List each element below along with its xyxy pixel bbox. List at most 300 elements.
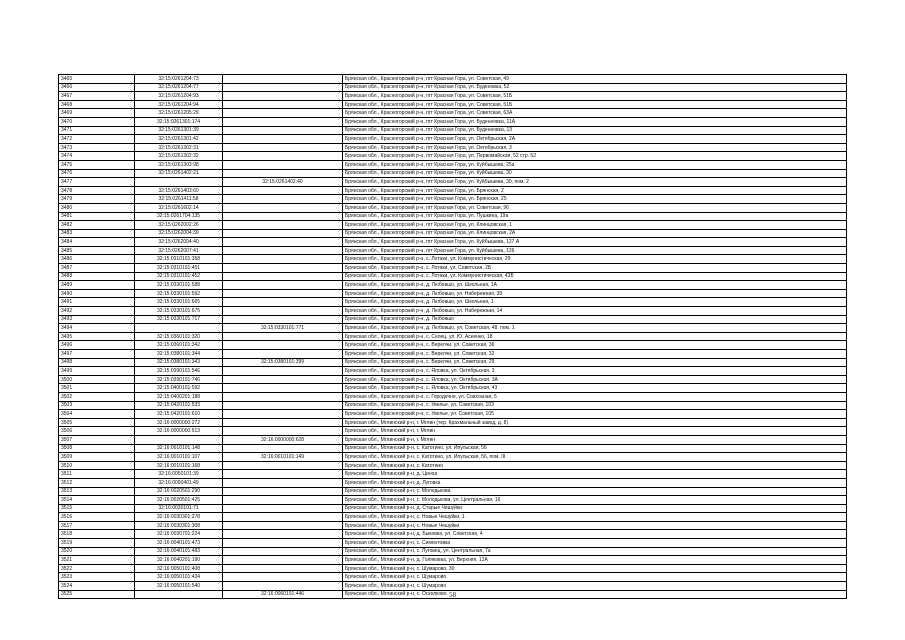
table-row (59, 401, 847, 410)
object-cadastral-number-cell (223, 281, 343, 290)
row-number-cell: 3508 (59, 444, 135, 453)
row-number-cell: 3507 (59, 435, 135, 444)
object-cadastral-number-cell (223, 470, 343, 479)
row-number-cell: 3480 (59, 203, 135, 212)
land-cadastral-number-cell: 32:15:0390101:746 (135, 375, 223, 384)
table-row (59, 83, 847, 92)
table-row (59, 556, 847, 565)
row-number-cell: 3486 (59, 255, 135, 264)
land-cadastral-number-cell: 32:16:0050101:408 (135, 564, 223, 573)
object-cadastral-number-cell (223, 392, 343, 401)
address-cell: Брянская обл., Мглинский р-н, с. Новые Чешуйки, 1 (343, 513, 847, 522)
row-number-cell: 3472 (59, 135, 135, 144)
table-row (59, 203, 847, 212)
row-number-cell: 3487 (59, 264, 135, 273)
land-cadastral-number-cell: 32:16:0050101:434 (135, 573, 223, 582)
row-number-cell: 3474 (59, 152, 135, 161)
land-cadastral-number-cell: 32:15:0330101:717 (135, 315, 223, 324)
object-cadastral-number-cell (223, 444, 343, 453)
land-cadastral-number-cell: 32:15:0360101:320 (135, 332, 223, 341)
address-cell: Брянская обл., Мглинский р-н, с. Катотино, ул. Ипульская, 56 (343, 444, 847, 453)
address-cell: Брянская обл., Красногорский р-н, с. Верелчи, ул. Советская, 32 (343, 350, 847, 359)
address-cell: Брянская обл., Мглинский р-н, д. Быковка, ул. Советская, 4 (343, 530, 847, 539)
row-number-cell: 3505 (59, 418, 135, 427)
land-cadastral-number-cell (135, 435, 223, 444)
address-cell: Брянская обл., Красногорский р-н, с. Лотаки, ул. Коммунистическая, 43Б (343, 272, 847, 281)
row-number-cell: 3522 (59, 564, 135, 573)
table-row (59, 341, 847, 350)
address-cell: Брянская обл., Красногорский р-н, с. Городечня, ул. Совхозная, 5 (343, 392, 847, 401)
address-cell: Брянская обл., Мглинский р-н, с. Шумарово, 30 (343, 564, 847, 573)
object-cadastral-number-cell (223, 487, 343, 496)
address-cell: Брянская обл., Мглинский р-н, с. Симонтовка (343, 539, 847, 548)
object-cadastral-number-cell (223, 573, 343, 582)
row-number-cell: 3484 (59, 238, 135, 247)
land-cadastral-number-cell: 32:15:0261204:77 (135, 83, 223, 92)
address-cell: Брянская обл., Красногорский р-н, пгт Красная Гора, ул. Советская, 96 (343, 203, 847, 212)
land-cadastral-number-cell: 32:15:0261302:31 (135, 143, 223, 152)
row-number-cell: 3478 (59, 186, 135, 195)
row-number-cell: 3477 (59, 178, 135, 187)
object-cadastral-number-cell (223, 418, 343, 427)
object-cadastral-number-cell (223, 126, 343, 135)
object-cadastral-number-cell (223, 272, 343, 281)
table-row (59, 135, 847, 144)
table-row (59, 410, 847, 419)
object-cadastral-number-cell (223, 238, 343, 247)
table-row (59, 315, 847, 324)
object-cadastral-number-cell (223, 375, 343, 384)
table-row (59, 530, 847, 539)
land-cadastral-number-cell: 32:16:0030301:308 (135, 521, 223, 530)
table-row (59, 375, 847, 384)
row-number-cell: 3524 (59, 582, 135, 591)
row-number-cell: 3503 (59, 401, 135, 410)
land-cadastral-number-cell: 32:15:0330101:588 (135, 281, 223, 290)
row-number-cell: 3494 (59, 324, 135, 333)
land-cadastral-number-cell: 32:15:0262004:40 (135, 238, 223, 247)
land-cadastral-number-cell: 32:15:0262004:39 (135, 229, 223, 238)
object-cadastral-number-cell (223, 307, 343, 316)
table-row (59, 109, 847, 118)
table-row (59, 358, 847, 367)
object-cadastral-number-cell (223, 539, 343, 548)
row-number-cell: 3506 (59, 427, 135, 436)
table-row (59, 547, 847, 556)
row-number-cell: 3516 (59, 513, 135, 522)
table-row (59, 117, 847, 126)
table-row (59, 392, 847, 401)
row-number-cell: 3513 (59, 487, 135, 496)
table-row (59, 307, 847, 316)
row-number-cell: 3514 (59, 496, 135, 505)
address-cell: Брянская обл., Мглинский р-н, д. Старые Чешуйки (343, 504, 847, 513)
table-row (59, 461, 847, 470)
object-cadastral-number-cell (223, 530, 343, 539)
land-cadastral-number-cell: 32:15:0261411:58 (135, 195, 223, 204)
object-cadastral-number-cell (223, 298, 343, 307)
land-cadastral-number-cell: 32:16:0020501:290 (135, 487, 223, 496)
object-cadastral-number-cell (223, 367, 343, 376)
land-cadastral-number-cell: 32:15:0262002:26 (135, 221, 223, 230)
object-cadastral-number-cell: 32:16:0000000:628 (223, 435, 343, 444)
land-cadastral-number-cell: 32:15:0261602:14 (135, 203, 223, 212)
land-cadastral-number-cell: 32:16:0090401:49 (135, 478, 223, 487)
table-row (59, 487, 847, 496)
table-row (59, 435, 847, 444)
land-cadastral-number-cell: 32:16:0050101:39 (135, 470, 223, 479)
land-cadastral-number-cell: 32:16:0050101:540 (135, 582, 223, 591)
land-cadastral-number-cell: 32:16:0030301:278 (135, 513, 223, 522)
address-cell: Брянская обл., Красногорский р-н, пгт Красная Гора, ул. Советская, 51Б (343, 100, 847, 109)
row-number-cell: 3509 (59, 453, 135, 462)
object-cadastral-number-cell (223, 169, 343, 178)
table-row (59, 324, 847, 333)
table-row (59, 453, 847, 462)
land-cadastral-number-cell: 32:15:0261301:174 (135, 117, 223, 126)
land-cadastral-number-cell: 32:16:0030101:71 (135, 504, 223, 513)
table-row (59, 298, 847, 307)
land-cadastral-number-cell: 32:15:0420101:533 (135, 401, 223, 410)
address-cell: Брянская обл., Мглинский р-н, д. Голяковка, ул. Верхняя, 12А (343, 556, 847, 565)
row-number-cell: 3492 (59, 307, 135, 316)
row-number-cell: 3518 (59, 530, 135, 539)
land-cadastral-number-cell: 32:15:0310101:452 (135, 272, 223, 281)
registry-table (58, 74, 847, 599)
object-cadastral-number-cell (223, 264, 343, 273)
row-number-cell: 3515 (59, 504, 135, 513)
address-cell: Брянская обл., Мглинский р-н, с. Шумарово (343, 573, 847, 582)
object-cadastral-number-cell (223, 478, 343, 487)
row-number-cell: 3479 (59, 195, 135, 204)
table-row (59, 427, 847, 436)
object-cadastral-number-cell (223, 255, 343, 264)
row-number-cell: 3511 (59, 470, 135, 479)
table-row (59, 221, 847, 230)
address-cell: Брянская обл., Красногорский р-н, д. Любовшо, ул. Набережная, 39 (343, 289, 847, 298)
address-cell: Брянская обл., Красногорский р-н, пгт Красная Гора, ул. Пушкина, 19а (343, 212, 847, 221)
address-cell: Брянская обл., Красногорский р-н, пгт Красная Гора, ул. Куйбышева, 30, пом. 2 (343, 178, 847, 187)
object-cadastral-number-cell (223, 496, 343, 505)
object-cadastral-number-cell (223, 341, 343, 350)
object-cadastral-number-cell (223, 564, 343, 573)
object-cadastral-number-cell: 32:15:0330101:771 (223, 324, 343, 333)
table-row (59, 238, 847, 247)
object-cadastral-number-cell (223, 160, 343, 169)
object-cadastral-number-cell (223, 547, 343, 556)
table-row (59, 504, 847, 513)
address-cell: Брянская обл., Красногорский р-н, пгт Красная Гора, ул. Брянская, 25 (343, 195, 847, 204)
row-number-cell: 3490 (59, 289, 135, 298)
land-cadastral-number-cell: 32:15:0380101:344 (135, 350, 223, 359)
object-cadastral-number-cell (223, 221, 343, 230)
table-row (59, 470, 847, 479)
object-cadastral-number-cell (223, 401, 343, 410)
land-cadastral-number-cell: 32:15:0420101:610 (135, 410, 223, 419)
address-cell: Брянская обл., Красногорский р-н, пгт Красная Гора, ул. Куйбышева, 30 (343, 169, 847, 178)
object-cadastral-number-cell: 32:15:0261402:40 (223, 178, 343, 187)
row-number-cell: 3485 (59, 246, 135, 255)
table-row (59, 478, 847, 487)
row-number-cell: 3498 (59, 358, 135, 367)
land-cadastral-number-cell: 32:15:0330101:675 (135, 307, 223, 316)
address-cell: Брянская обл., Мглинский р-н, с. Луговец, ул. Центральная, 7а (343, 547, 847, 556)
address-cell: Брянская обл., Красногорский р-н, д. Любовшо, ул. Набережная, 14 (343, 307, 847, 316)
address-cell: Брянская обл., Красногорский р-н, д. Любовшо, ул. Школьная, 1А (343, 281, 847, 290)
address-cell: Брянская обл., Красногорский р-н, пгт Красная Гора, ул. Советская, 51Б (343, 92, 847, 101)
address-cell: Брянская обл., Мглинский р-н, с. Новые Чешуйки (343, 521, 847, 530)
land-cadastral-number-cell: 32:15:0400201:188 (135, 392, 223, 401)
row-number-cell: 3512 (59, 478, 135, 487)
address-cell: Брянская обл., Мглинский р-н, г. Мглин (тер. Крахмальный завод, д. 8) (343, 418, 847, 427)
land-cadastral-number-cell: 32:15:0261303:98 (135, 160, 223, 169)
address-cell: Брянская обл., Красногорский р-н, с. Селец, ул. Ю. Асеенко, 18 (343, 332, 847, 341)
address-cell: Брянская обл., Красногорский р-н, с. Лотаки, ул. Советская, 2Б (343, 264, 847, 273)
object-cadastral-number-cell (223, 92, 343, 101)
address-cell: Брянская обл., Красногорский р-н, пгт Красная Гора, ул. Куйбышева, 126 (343, 246, 847, 255)
row-number-cell: 3502 (59, 392, 135, 401)
row-number-cell: 3499 (59, 367, 135, 376)
land-cadastral-number-cell: 32:16:0000000:513 (135, 427, 223, 436)
object-cadastral-number-cell: 32:16:0010101:149 (223, 453, 343, 462)
land-cadastral-number-cell: 32:16:0020501:425 (135, 496, 223, 505)
object-cadastral-number-cell (223, 315, 343, 324)
land-cadastral-number-cell: 32:15:0261301:39 (135, 126, 223, 135)
address-cell: Брянская обл., Красногорский р-н, пгт Красная Гора, ул. Буденновка, 11А (343, 117, 847, 126)
land-cadastral-number-cell: 32:15:0261402:21 (135, 169, 223, 178)
object-cadastral-number-cell (223, 332, 343, 341)
address-cell: Брянская обл., Мглинский р-н, с. Катотино, ул. Ипульская, 56, пом. III (343, 453, 847, 462)
row-number-cell: 3496 (59, 341, 135, 350)
land-cadastral-number-cell: 32:15:0261403:60 (135, 186, 223, 195)
table-row (59, 160, 847, 169)
address-cell: Брянская обл., Мглинский р-н, д. Циноа (343, 470, 847, 479)
row-number-cell: 3521 (59, 556, 135, 565)
land-cadastral-number-cell: 32:16:0040101:473 (135, 539, 223, 548)
address-cell: Брянская обл., Красногорский р-н, пгт Красная Гора, ул. Октябрьская, 2А (343, 135, 847, 144)
object-cadastral-number-cell: 32:16:0060101:446 (223, 590, 343, 599)
object-cadastral-number-cell (223, 410, 343, 419)
address-cell: Брянская обл., Мглинский р-н, с. Осколково (343, 590, 847, 599)
row-number-cell: 3517 (59, 521, 135, 530)
row-number-cell: 3469 (59, 109, 135, 118)
land-cadastral-number-cell: 32:15:0360101:342 (135, 341, 223, 350)
land-cadastral-number-cell: 32:16:0030701:224 (135, 530, 223, 539)
table-row (59, 212, 847, 221)
object-cadastral-number-cell (223, 461, 343, 470)
table-row (59, 229, 847, 238)
land-cadastral-number-cell: 32:15:0330101:592 (135, 289, 223, 298)
row-number-cell: 3468 (59, 100, 135, 109)
row-number-cell: 3475 (59, 160, 135, 169)
land-cadastral-number-cell: 32:15:0330101:665 (135, 298, 223, 307)
land-cadastral-number-cell: 32:15:0380101:343 (135, 358, 223, 367)
object-cadastral-number-cell (223, 135, 343, 144)
address-cell: Брянская обл., Мглинский р-н, г. Мглин (343, 427, 847, 436)
table-row (59, 100, 847, 109)
object-cadastral-number-cell (223, 582, 343, 591)
object-cadastral-number-cell (223, 109, 343, 118)
address-cell: Брянская обл., Мглинский р-н, г. Мглин (343, 435, 847, 444)
land-cadastral-number-cell: 32:15:0390101:546 (135, 367, 223, 376)
table-row (59, 539, 847, 548)
address-cell: Брянская обл., Мглинский р-н, д. Луговка (343, 478, 847, 487)
land-cadastral-number-cell: 32:16:0010101:148 (135, 444, 223, 453)
object-cadastral-number-cell (223, 203, 343, 212)
object-cadastral-number-cell (223, 246, 343, 255)
table-row (59, 496, 847, 505)
address-cell: Брянская обл., Красногорский р-н, пгт Красная Гора, ул. Советская, 63А (343, 109, 847, 118)
table-row (59, 332, 847, 341)
table-row (59, 126, 847, 135)
row-number-cell: 3470 (59, 117, 135, 126)
land-cadastral-number-cell (135, 178, 223, 187)
table-row (59, 272, 847, 281)
address-cell: Брянская обл., Красногорский р-н, пгт Красная Гора, ул. Буденовка, 52 (343, 83, 847, 92)
address-cell: Брянская обл., Красногорский р-н, пгт Красная Гора, ул. Клинцовская, 2А (343, 229, 847, 238)
object-cadastral-number-cell (223, 504, 343, 513)
land-cadastral-number-cell: 32:15:0261205:29 (135, 109, 223, 118)
row-number-cell: 3504 (59, 410, 135, 419)
object-cadastral-number-cell: 32:15:0380101:399 (223, 358, 343, 367)
address-cell: Брянская обл., Красногорский р-н, с. Увелье, ул. Советская, 103 (343, 401, 847, 410)
row-number-cell: 3520 (59, 547, 135, 556)
table-row (59, 255, 847, 264)
object-cadastral-number-cell (223, 513, 343, 522)
address-cell: Брянская обл., Красногорский р-н, с. Яловка, ул. Октябрьская, 3 (343, 367, 847, 376)
address-cell: Брянская обл., Мглинский р-н, с. Шумарово (343, 582, 847, 591)
address-cell: Брянская обл., Красногорский р-н, пгт Красная Гора, ул. Куйбышева, 25а (343, 160, 847, 169)
address-cell: Брянская обл., Красногорский р-н, с. Увелье, ул. Советская, 105 (343, 410, 847, 419)
address-cell: Брянская обл., Красногорский р-н, с. Яловка, ул. Октябрьская, 43 (343, 384, 847, 393)
object-cadastral-number-cell (223, 100, 343, 109)
object-cadastral-number-cell (223, 384, 343, 393)
land-cadastral-number-cell (135, 324, 223, 333)
table-row (59, 418, 847, 427)
object-cadastral-number-cell (223, 427, 343, 436)
row-number-cell: 3495 (59, 332, 135, 341)
table-row (59, 178, 847, 187)
table-row (59, 143, 847, 152)
row-number-cell: 3466 (59, 83, 135, 92)
table-row (59, 195, 847, 204)
address-cell: Брянская обл., Красногорский р-н, д. Любовшо (343, 315, 847, 324)
address-cell: Брянская обл., Красногорский р-н, д. Любовшо, ул. Школьная, 1 (343, 298, 847, 307)
object-cadastral-number-cell (223, 117, 343, 126)
land-cadastral-number-cell: 32:15:0261301:42 (135, 135, 223, 144)
row-number-cell: 3500 (59, 375, 135, 384)
object-cadastral-number-cell (223, 83, 343, 92)
row-number-cell: 3525 (59, 590, 135, 599)
address-cell: Брянская обл., Красногорский р-н, пгт Красная Гора, ул. Буденновка, 13 (343, 126, 847, 135)
land-cadastral-number-cell: 32:16:0040101:483 (135, 547, 223, 556)
address-cell: Брянская обл., Красногорский р-н, пгт Красная Гора, ул. Куйбышева, 127 А (343, 238, 847, 247)
row-number-cell: 3489 (59, 281, 135, 290)
address-cell: Брянская обл., Красногорский р-н, с. Верелчи, ул. Советская, 29 (343, 358, 847, 367)
table-row (59, 573, 847, 582)
land-cadastral-number-cell: 32:15:0261204:93 (135, 92, 223, 101)
table-row (59, 92, 847, 101)
row-number-cell: 3471 (59, 126, 135, 135)
table-row (59, 582, 847, 591)
address-cell: Брянская обл., Красногорский р-н, с. Яловка, ул. Октябрьская, 3А (343, 375, 847, 384)
table-row (59, 444, 847, 453)
address-cell: Брянская обл., Красногорский р-н, пгт Красная Гора, ул. Первомайская, 52 стр. 52 (343, 152, 847, 161)
object-cadastral-number-cell (223, 75, 343, 84)
land-cadastral-number-cell: 32:16:0040201:190 (135, 556, 223, 565)
address-cell: Брянская обл., Красногорский р-н, пгт Красная Гора, ул. Советская, 49 (343, 75, 847, 84)
row-number-cell: 3482 (59, 221, 135, 230)
address-cell: Брянская обл., Мглинский р-н, с. Катотино (343, 461, 847, 470)
land-cadastral-number-cell: 32:16:0010101:107 (135, 453, 223, 462)
row-number-cell: 3493 (59, 315, 135, 324)
row-number-cell: 3488 (59, 272, 135, 281)
object-cadastral-number-cell (223, 556, 343, 565)
row-number-cell: 3501 (59, 384, 135, 393)
table-row (59, 152, 847, 161)
table-row (59, 186, 847, 195)
land-cadastral-number-cell: 32:15:0261302:32 (135, 152, 223, 161)
row-number-cell: 3519 (59, 539, 135, 548)
land-cadastral-number-cell: 32:15:0400101:592 (135, 384, 223, 393)
object-cadastral-number-cell (223, 186, 343, 195)
row-number-cell: 3491 (59, 298, 135, 307)
land-cadastral-number-cell: 32:15:0310101:451 (135, 264, 223, 273)
table-row (59, 564, 847, 573)
object-cadastral-number-cell (223, 143, 343, 152)
table-row (59, 246, 847, 255)
address-cell: Брянская обл., Красногорский р-н, с. Лотаки, ул. Коммунистическая, 29 (343, 255, 847, 264)
land-cadastral-number-cell: 32:16:0000000:272 (135, 418, 223, 427)
registry-table-body (59, 75, 847, 599)
table-row (59, 384, 847, 393)
land-cadastral-number-cell: 32:15:0261204:94 (135, 100, 223, 109)
row-number-cell: 3497 (59, 350, 135, 359)
table-row (59, 281, 847, 290)
page-number: 58 (449, 591, 456, 599)
address-cell: Брянская обл., Красногорский р-н, пгт Красная Гора, ул. Клинцовская, 1 (343, 221, 847, 230)
address-cell: Брянская обл., Красногорский р-н, д. Любовшо, ул. Советская, 48, пом. 1 (343, 324, 847, 333)
row-number-cell: 3523 (59, 573, 135, 582)
land-cadastral-number-cell: 32:15:0310101:358 (135, 255, 223, 264)
table-row (59, 264, 847, 273)
table-row (59, 350, 847, 359)
table-row (59, 289, 847, 298)
land-cadastral-number-cell: 32:15:0261204:73 (135, 75, 223, 84)
table-row (59, 521, 847, 530)
object-cadastral-number-cell (223, 152, 343, 161)
row-number-cell: 3476 (59, 169, 135, 178)
table-row (59, 169, 847, 178)
object-cadastral-number-cell (223, 521, 343, 530)
row-number-cell: 3465 (59, 75, 135, 84)
table-row (59, 513, 847, 522)
row-number-cell: 3467 (59, 92, 135, 101)
row-number-cell: 3510 (59, 461, 135, 470)
row-number-cell: 3473 (59, 143, 135, 152)
object-cadastral-number-cell (223, 289, 343, 298)
address-cell: Брянская обл., Красногорский р-н, с. Верелчи, ул. Советская, 36 (343, 341, 847, 350)
address-cell: Брянская обл., Мглинский р-н, с. Молодькова (343, 487, 847, 496)
address-cell: Брянская обл., Красногорский р-н, пгт Красная Гора, ул. Октябрьская, 3 (343, 143, 847, 152)
address-cell: Брянская обл., Мглинский р-н, с. Молодькова, ул. Центральная, 16 (343, 496, 847, 505)
table-row (59, 75, 847, 84)
object-cadastral-number-cell (223, 350, 343, 359)
object-cadastral-number-cell (223, 195, 343, 204)
object-cadastral-number-cell (223, 229, 343, 238)
land-cadastral-number-cell: 32:16:0010101:168 (135, 461, 223, 470)
object-cadastral-number-cell (223, 212, 343, 221)
